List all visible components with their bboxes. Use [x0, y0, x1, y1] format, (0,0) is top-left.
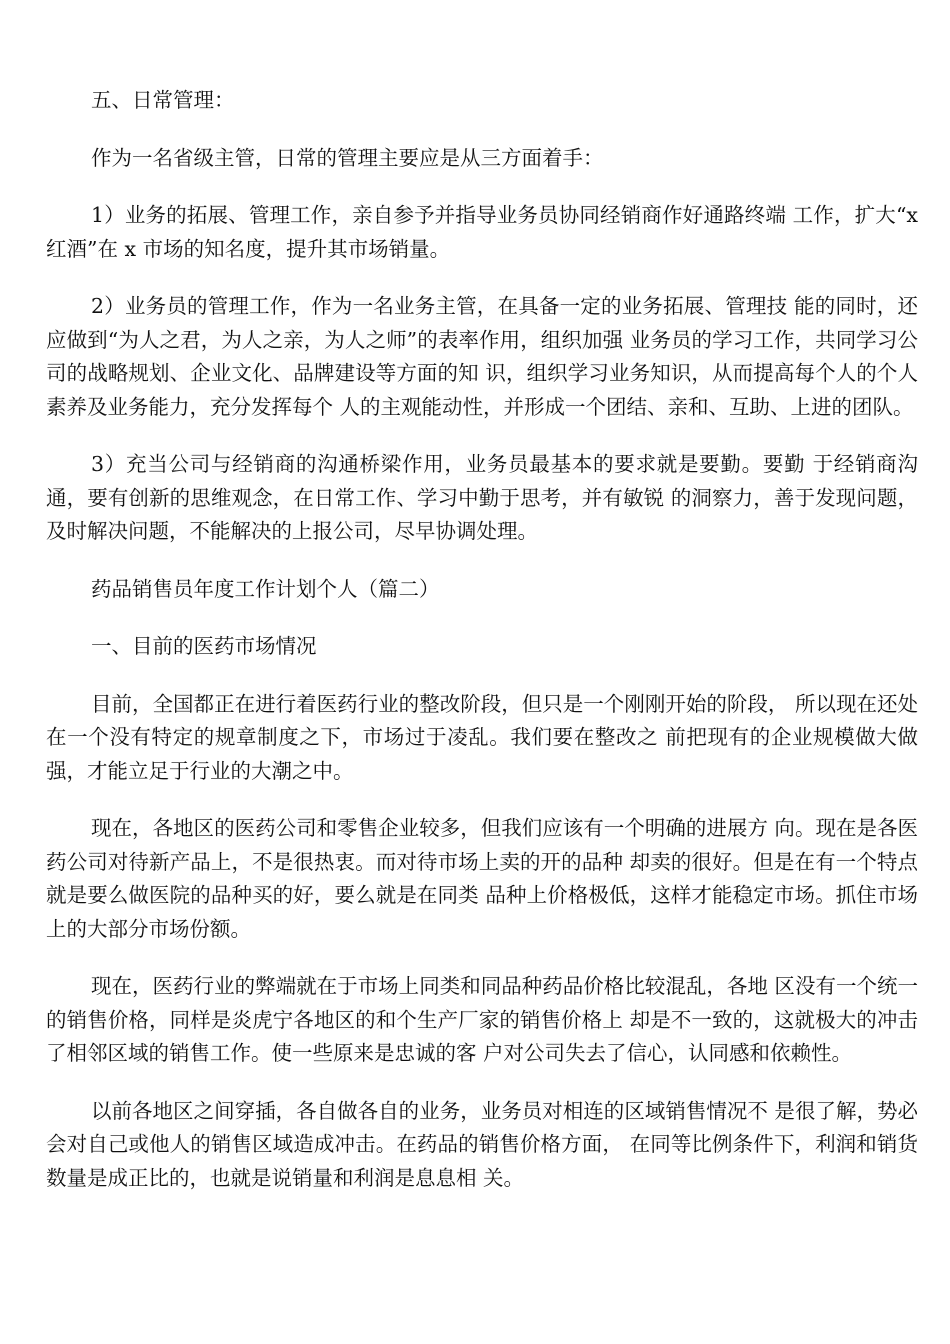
paragraph: 3）充当公司与经销商的沟通桥梁作用，业务员最基本的要求就是要勤。要勤 于经销商沟通，要有创新的思维观念，在日常工作、学习中勤于思考，并有敏锐 的洞察力，善于发现问题，及时解决问题，不能解决的上报公司，尽早协调处理。 [46, 452, 918, 543]
paragraph: 目前，全国都正在进行着医药行业的整改阶段，但只是一个刚刚开始的阶段， 所以现在还处在一个没有特定的规章制度之下，市场过于凌乱。我们要在整改之 前把现有的企业规模做大做强，才能立足于行业的大潮之中。 [46, 691, 918, 783]
document-title: 药品销售员年度工作计划个人（篇二） [91, 576, 440, 601]
paragraph: 现在，各地区的医药公司和零售企业较多，但我们应该有一个明确的进展方 向。现在是各医药公司对待新产品上，不是很热衷。而对待市场上卖的开的品种 却卖的很好。但是在有一个特点就是要么做医院的品种买的好，要么就是在同类 品种上价格极低，这样才能稳定市场。抓住市场上的大部分市场份额。 [46, 816, 918, 941]
document-body [46, 84, 918, 1219]
section-heading: 一、目前的医药市场情况 [91, 634, 317, 658]
paragraph: 现在，医药行业的弊端就在于市场上同类和同品种药品价格比较混乱，各地 区没有一个统一的销售价格，同样是炎虎宁各地区的和个生产厂家的销售价格上 却是不一致的，这就极大的冲击了相邻区域的销售工作。使一些原来是忠诚的客 户对公司失去了信心，认同感和依赖性。 [46, 974, 918, 1065]
section-heading: 五、日常管理： [91, 88, 235, 112]
paragraph: 以前各地区之间穿插，各自做各自的业务，业务员对相连的区域销售情况不 是很了解，势必会对自己或他人的销售区域造成冲击。在药品的销售价格方面， 在同等比例条件下，利润和销货数量是成正比的，也就是说销量和利润是息息相 关。 [46, 1098, 918, 1190]
paragraph: 2）业务员的管理工作，作为一名业务主管，在具备一定的业务拓展、管理技 能的同时，还应做到“为人之君，为人之亲，为人之师”的表率作用，组织加强 业务员的学习工作，共同学习公司的战略规划、企业文化、品牌建设等方面的知 识，组织学习业务知识，从而提高每个人的个人素养及业务能力，充分发挥每个 人的主观能动性，并形成一个团结、亲和、互助、上进的团队。 [46, 294, 918, 419]
paragraph: 1）业务的拓展、管理工作，亲自参予并指导业务员协同经销商作好通路终端 工作，扩大“x 红酒”在 x 市场的知名度，提升其市场销量。 [46, 203, 918, 261]
paragraph: 作为一名省级主管，日常的管理主要应是从三方面着手： [91, 145, 604, 170]
